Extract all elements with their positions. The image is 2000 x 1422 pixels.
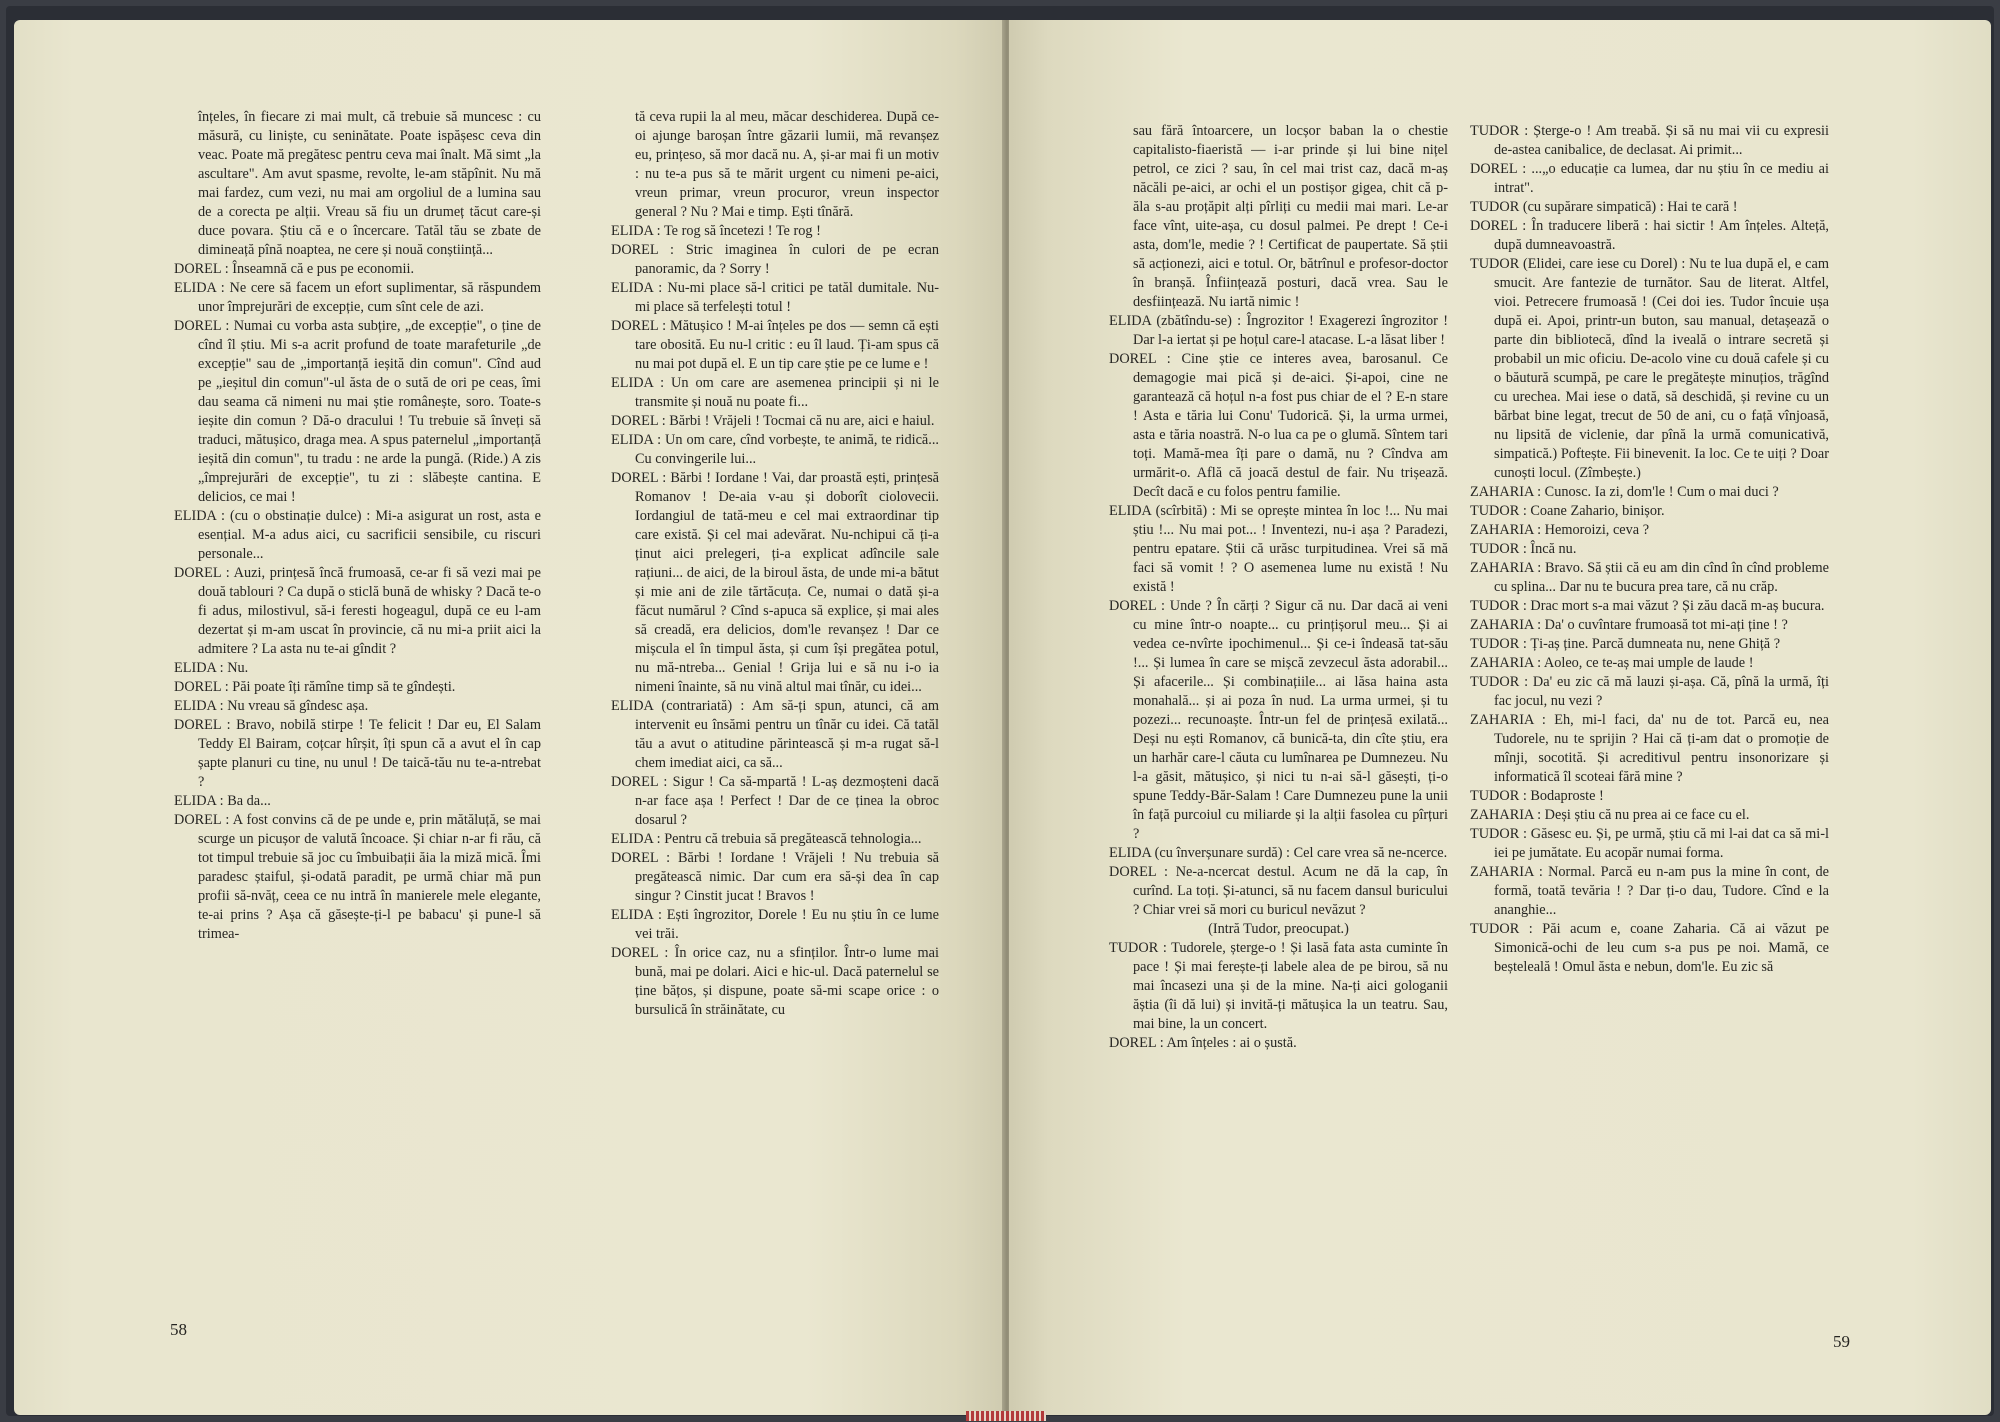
text-paragraph: tă ceva rupii la al meu, măcar deschiderea. După ce-oi ajunge baroșan între găzarii lumii, mă revanșez eu, prințeso, să mor dacă nu. A, și-ar mai fi un motiv : nu te-a pus să te mărit urgent cu nimeni pe-aici, vreun primar, vreun procuror, vreun inspector general ? Nu ? Mai e timp. Ești tînără. bbox=[635, 109, 939, 220]
text-paragraph: TUDOR : Tudorele, șterge-o ! Și lasă fata asta cuminte în pace ! Și mai ferește-ți labele alea de pe birou, să nu mai încasezi una și de la mine. Na-ți aici gologanii ăștia (îi dă lui) și invită-ți mătușica la un teatru. Sau, mai bine, la un concert. bbox=[1109, 940, 1448, 1032]
text-paragraph: ELIDA : Un om care, cînd vorbește, te animă, te ridică... Cu convingerile lui... bbox=[611, 432, 939, 467]
text-paragraph: ZAHARIA : Normal. Parcă eu n-am pus la mine în cont, de formă, toată tevăria ! ? Dar ți-o dau, Tudore. Cînd e la ananghie... bbox=[1470, 864, 1829, 918]
text-paragraph: ELIDA : Un om care are asemenea principii și ni le transmite și nouă nu poate fi... bbox=[611, 375, 939, 410]
text-paragraph: ELIDA : Nu vreau să gîndesc așa. bbox=[174, 698, 369, 714]
text-paragraph: ELIDA (contrariată) : Am să-ți spun, atunci, că am intervenit eu însămi pentru un tînăr cu idei. Că tatăl tău a avut o atitudine părintească și m-a rugat să-l chem imediat aici, ca să... bbox=[611, 698, 939, 771]
text-paragraph: DOREL : ...„o educație ca lumea, dar nu știu în ce mediu ai intrat". bbox=[1470, 161, 1829, 196]
text-paragraph: TUDOR : Încă nu. bbox=[1470, 541, 1577, 557]
bookmark-ribbon bbox=[966, 1411, 1046, 1421]
text-paragraph: TUDOR : Coane Zahario, binișor. bbox=[1470, 503, 1665, 519]
text-paragraph: ELIDA (cu înverșunare surdă) : Cel care vrea să ne-ncerce. bbox=[1109, 845, 1448, 861]
text-paragraph: TUDOR : Bodaproste ! bbox=[1470, 788, 1604, 804]
text-paragraph: înțeles, în fiecare zi mai mult, că trebuie să muncesc : cu măsură, cu liniște, cu seninătate. Poate ispășesc ceva din veac. Poate mă pregătesc pentru ceva mai înalt. Mă simt „la ascultare". Am avut spasme, revolte, le-am stăpînit. Nu mă mai fardez, cum vezi, nu mai am orgoliul de a lumina sau de a corecta pe alții. Vreau să fiu un drumeț tăcut care-și duce povara. Știu că e o încercare. Tatăl tău se zbate de dimineață pînă noaptea, ne cere și nouă conștiință... bbox=[198, 109, 541, 258]
text-paragraph: ELIDA : Nu. bbox=[174, 660, 249, 676]
text-paragraph: ZAHARIA : Deși știu că nu prea ai ce face cu el. bbox=[1470, 807, 1750, 823]
right-page bbox=[1009, 20, 1991, 1415]
text-paragraph: sau fără întoarcere, un locșor baban la o chestie capitalisto-fiaeristă — i-ar prinde și lui bine nițel petrol, ce zici ? sau, în cel mai trist caz, dacă m-aș năcăli pe-aici, ar ochi el un postișor gigea, chit că p-ăla s-au proțăpit alți pîrliți cu medii mai mari. Le-ar face vînt, uite-așa, cu dosul palmei. Pe drept ! Ce-i asta, dom'le, medie ? ! Certificat de paupertate. Să știi să acționezi, aici e totul. Or, bătrînul e profesor-doctor în branșă. Înființează posturi, dacă vrea. Sau le desființează. Nu iartă nimic ! bbox=[1133, 123, 1448, 310]
left-page-column-1 bbox=[174, 108, 541, 944]
text-paragraph: DOREL : A fost convins că de pe unde e, prin mătăluță, se mai scurge un picușor de valută încoace. Și chiar n-ar fi rău, că tot timpul trebuie să joc cu îmbuibații ăia la miză mică. Îmi paradesc ștaiful, și-odată paradit, pe urmă chiar mă pun profii să-nvăț, ceea ce nu intră în manierele mele elegante, te-ai prins ? Așa că găsește-ți-l pe babacu' și pune-l să trimea- bbox=[174, 812, 541, 942]
right-page-column-2 bbox=[1470, 122, 1829, 977]
text-paragraph: DOREL : Bărbi ! Vrăjeli ! Tocmai că nu are, aici e haiul. bbox=[611, 413, 935, 429]
left-page-column-2 bbox=[611, 108, 939, 1020]
text-paragraph: ZAHARIA : Eh, mi-l faci, da' nu de tot. Parcă eu, nea Tudorele, nu te sprijin ? Hai că ți-am dat o promoție de mînji, socotită. Și acreditivul pentru insonorizare și informatică îl scoteai fără mine ? bbox=[1470, 712, 1829, 785]
right-page-column-1 bbox=[1109, 122, 1448, 1053]
text-paragraph: TUDOR (cu supărare simpatică) : Hai te cară ! bbox=[1470, 199, 1738, 215]
text-paragraph: DOREL : Bărbi ! Iordane ! Vrăjeli ! Nu trebuia să pregătească nimic. Dar cum era să-și dea în cap singur ? Cinstit jucat ! Bravos ! bbox=[611, 850, 939, 904]
text-paragraph: TUDOR : Ți-aș ține. Parcă dumneata nu, nene Ghiță ? bbox=[1470, 636, 1781, 652]
text-paragraph: ZAHARIA : Aoleo, ce te-aș mai umple de laude ! bbox=[1470, 655, 1754, 671]
text-paragraph: DOREL : În orice caz, nu a sfinților. Într-o lume mai bună, mai pe dolari. Aici e hic-ul. Dacă paternelul se ține bățos, și dispune, poate să-mi scape orice : o bursulică în străinătate, cu bbox=[611, 945, 939, 1018]
page-number-right: 59 bbox=[1833, 1332, 1850, 1351]
text-paragraph: (Intră Tudor, preocupat.) bbox=[1208, 921, 1349, 937]
text-paragraph: TUDOR : Șterge-o ! Am treabă. Și să nu mai vii cu expresii de-astea canibalice, de declasat. Ai primit... bbox=[1470, 123, 1829, 158]
text-paragraph: ELIDA (zbătîndu-se) : Îngrozitor ! Exagerezi îngrozitor ! Dar l-a iertat și pe hoțul care-l atacase. L-a lăsat liber ! bbox=[1109, 313, 1448, 348]
text-paragraph: ZAHARIA : Bravo. Să știi că eu am din cînd în cînd probleme cu splina... Dar nu te bucura prea tare, că nu crăp. bbox=[1470, 560, 1829, 595]
text-paragraph: DOREL : Mătușico ! M-ai înțeles pe dos — semn că ești tare obosită. Eu nu-l critic : eu îl laud. Ți-am spus că nu mai pot după el. E un tip care știe pe ce lume e ! bbox=[611, 318, 939, 372]
text-paragraph: ELIDA : Ba da... bbox=[174, 793, 271, 809]
text-paragraph: DOREL : Ne-a-ncercat destul. Acum ne dă la cap, în curînd. La toți. Și-atunci, să nu facem dansul buricului ? Chiar vrei să mori cu buricul nevăzut ? bbox=[1109, 864, 1448, 918]
text-paragraph: ELIDA (scîrbită) : Mi se oprește mintea în loc !... Nu mai știu !... Nu mai pot... ! Inventezi, nu-i așa ? Paradezi, pentru epatare. Știi că urăsc turpitudinea. Vrei să mă faci să vomit ! ? O asemenea lume nu există ! Nu există ! bbox=[1109, 503, 1448, 595]
text-paragraph: DOREL : În traducere liberă : hai sictir ! Am înțeles. Alteță, după dumneavoastră. bbox=[1470, 218, 1829, 253]
text-paragraph: ELIDA : Pentru că trebuia să pregătească tehnologia... bbox=[611, 831, 922, 847]
text-paragraph: DOREL : Sigur ! Ca să-mpartă ! L-aș dezmoșteni dacă n-ar face așa ! Perfect ! Dar de ce ținea la obroc dosarul ? bbox=[611, 774, 939, 828]
text-paragraph: DOREL : Am înțeles : ai o șustă. bbox=[1109, 1035, 1297, 1051]
text-paragraph: DOREL : Cine știe ce interes avea, barosanul. Ce demagogie mai pică și de-aici. Și-apoi, cine ne garantează că hoțul n-a fost pus chiar de el ? E-n stare ! Asta e tăria lui Conu' Tudorică. Și, la urma urmei, asta e tăria noastră. N-o lua ca pe o glumă. Sîntem tari toți. Mamă-mea îți pare o damă, nu ? Cîndva am urmărit-o. Află că joacă destul de fair. Nu trișează. Decît dacă e cu folos pentru familie. bbox=[1109, 351, 1448, 500]
text-paragraph: ELIDA : Te rog să încetezi ! Te rog ! bbox=[611, 223, 821, 239]
text-paragraph: TUDOR : Găsesc eu. Și, pe urmă, știu că mi l-ai dat ca să mi-l iei pe jumătate. Eu acopăr numai forma. bbox=[1470, 826, 1829, 861]
text-paragraph: DOREL : Unde ? În cărți ? Sigur că nu. Dar dacă ai veni cu mine într-o noapte... cu prințișorul meu... Și ai vedea ce-nvîrte ipochimenul... Și ce-i îndeasă tat-său !... Și lumea în care se mișcă zevzecul ăsta adorabil... Și afacerile... Și combinațiile... ai lăsa haina asta monahală... și ai poza în nud. La urma urmei, și tu pozezi... recunoaște. Într-un fel de prințesă exilată... Deși nu ești Romanov, că bunică-ta, din cîte știu, era un harhăr care-l căuta cu lumînarea pe Dumnezeu. Nu l-a găsit, mătușico, și nici tu n-ai să-l găsești, ți-o spune Teddy-Băr-Salam ! Care Dumnezeu pune la unii în față purcoiul cu miliarde și la alții fasolea cu pîrțuri ? bbox=[1109, 598, 1448, 842]
text-paragraph: TUDOR : Da' eu zic că mă lauzi și-așa. Că, pînă la urmă, îți fac jocul, nu vezi ? bbox=[1470, 674, 1829, 709]
text-paragraph: ZAHARIA : Da' o cuvîntare frumoasă tot mi-ați ține ! ? bbox=[1470, 617, 1788, 633]
text-paragraph: TUDOR : Drac mort s-a mai văzut ? Și zău dacă m-aș bucura. bbox=[1470, 598, 1825, 614]
text-paragraph: ELIDA : Ești îngrozitor, Dorele ! Eu nu știu în ce lume vei trăi. bbox=[611, 907, 939, 942]
text-paragraph: DOREL : Auzi, prințesă încă frumoasă, ce-ar fi să vezi mai pe două tablouri ? Ca după o sticlă bună de whisky ? Dacă te-o fi adus, milostivul, să-i feresti hogeagul, după ce eu l-am dezertat și m-am uscat în provincie, că nu mi-a priit aici la admitere ? La asta nu te-ai gîndit ? bbox=[174, 565, 542, 657]
text-paragraph: DOREL : Înseamnă că e pus pe economii. bbox=[174, 261, 415, 277]
text-paragraph: ZAHARIA : Hemoroizi, ceva ? bbox=[1470, 522, 1650, 538]
text-paragraph: TUDOR (Elidei, care iese cu Dorel) : Nu te lua după el, e cam smucit. Are fantezie de turnător. Sau de literat. Altfel, vioi. Petrecere frumoasă ! (Cei doi ies. Tudor încuie ușa după ei. Apoi, printr-un buton, sau manual, detașează o parte din bibliotecă, dînd la iveală o intrare secretă și probabil un mic oficiu. De-acolo vine cu două cafele și cu o băutură scumpă, pe care le pregătește minuțios, trăgînd cu urechea. Mai iese o dată, să deschidă, și revine cu un bărbat bine legat, trecut de 50 de ani, cu o față vînjoasă, nu lipsită de viclenie, dar pînă la urmă comunicativă, simpatică.) Poftește. Fii binevenit. Ia loc. Ce te uiți ? Doar cunoști locul. (Zîmbește.) bbox=[1470, 256, 1829, 481]
text-paragraph: DOREL : Bravo, nobilă stirpe ! Te felicit ! Dar eu, El Salam Teddy El Bairam, coțcar hîrșit, îți spun că a avut el în cap șapte planuri cu tine, nu unul ! De taică-tău nu te-a-ntrebat ? bbox=[174, 717, 541, 790]
left-page bbox=[14, 20, 1004, 1415]
text-paragraph: DOREL : Numai cu vorba asta subțire, „de excepție", o ține de cînd îl știu. Mi s-a acrit profund de toate marafeturile „de excepție" sau de „importanță ieșită din comun". Cînd aud pe „ieșitul din comun"-ul ăsta de o sută de ori pe ceas, îmi dau seama că nimeni nu mai știe românește, soro. Toate-s ieșite din comun ? Dă-o dracului ! Tu trebuie să înveți să traduci, mătușico, draga mea. A spus paternelul „importanță ieșită din comun", tu tradu : ne arde la pungă. (Ride.) A zis „împrejurări de excepție", tu zi : slăbește cantina. E delicios, ce mai ! bbox=[174, 318, 541, 505]
text-paragraph: DOREL : Stric imaginea în culori de pe ecran panoramic, da ? Sorry ! bbox=[611, 242, 939, 277]
text-paragraph: ELIDA : Nu-mi place să-l critici pe tatăl dumitale. Nu-mi place să terfelești totul ! bbox=[611, 280, 939, 315]
book-spread bbox=[6, 6, 1994, 1416]
text-paragraph: DOREL : Bărbi ! Iordane ! Vai, dar proastă ești, prințesă Romanov ! De-aia v-au și doborît ciolovecii. Iordangiul de tată-meu e cel mai extraordinar tip care există. Și cel mai adevărat. Nu-nchipui că ți-a ținut aici prelegeri, ți-a explicat adîncile sale rațiuni... de aici, de la biroul ăsta, de unde mi-a bătut și mie ani de zile tărtăcuța. Ce, numai o dată și-a făcut numărul ? Cînd s-apuca să explice, și mai ales să creadă, era delicios, dom'le revanșez ! Dar ce mișcula el în timpul ăsta, și cum își pregătea potul, nu mă-ntreba... Genial ! Grija lui e să nu i-o ia nimeni înainte, să nu vină altul mai tînăr, cu idei... bbox=[611, 470, 939, 695]
text-paragraph: TUDOR : Păi acum e, coane Zaharia. Că ai văzut pe Simonică-ochi de leu cum s-a pus pe noi. Mamă, ce beșteleală ! Omul ăsta e nebun, dom'le. Eu zic să bbox=[1470, 921, 1829, 975]
page-number-left: 58 bbox=[170, 1320, 187, 1339]
text-paragraph: ELIDA : (cu o obstinație dulce) : Mi-a asigurat un rost, asta e esențial. M-a adus aici, cu sacrificii sensibile, cu riscuri personale... bbox=[174, 508, 541, 562]
text-paragraph: DOREL : Păi poate îți rămîne timp să te gîndești. bbox=[174, 679, 456, 695]
text-paragraph: ZAHARIA : Cunosc. Ia zi, dom'le ! Cum o mai duci ? bbox=[1470, 484, 1779, 500]
text-paragraph: ELIDA : Ne cere să facem un efort suplimentar, să răspundem unor împrejurări de excepție, cum sînt cele de azi. bbox=[174, 280, 541, 315]
